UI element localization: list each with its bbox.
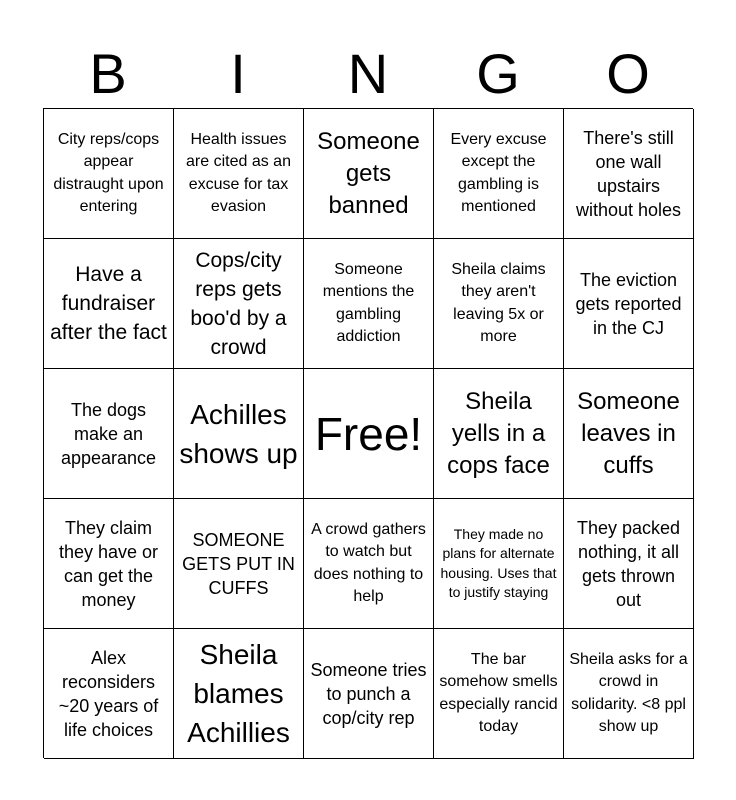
bingo-cell[interactable] xyxy=(44,629,174,759)
bingo-header xyxy=(43,40,693,108)
bingo-cell[interactable] xyxy=(174,239,304,369)
cell-text: Every excuse except the gambling is mentioned xyxy=(450,130,547,215)
bingo-cell[interactable] xyxy=(304,239,434,369)
free-space-label: Free! xyxy=(314,407,423,460)
cell-text: Sheila yells in a cops face xyxy=(447,387,550,479)
cell-text: Achilles shows up xyxy=(179,398,298,469)
bingo-cell[interactable] xyxy=(434,629,564,759)
header-letter-g: G xyxy=(476,42,520,105)
bingo-cell[interactable] xyxy=(304,109,434,239)
header-letter-o: O xyxy=(606,42,650,105)
header-letter-n: N xyxy=(347,42,389,105)
bingo-cell[interactable] xyxy=(304,629,434,759)
cell-text: The dogs make an appearance xyxy=(60,399,157,468)
cell-text: Health issues are cited as an excuse for tax evasion xyxy=(186,130,291,215)
cell-text: A crowd gathers to watch but does nothing to help xyxy=(311,520,426,605)
bingo-cell[interactable] xyxy=(174,369,304,499)
bingo-cell[interactable] xyxy=(564,109,694,239)
bingo-grid xyxy=(43,108,693,758)
cell-text: SOMEONE GETS PUT IN CUFFS xyxy=(182,529,295,598)
cell-text: Cops/city reps gets boo'd by a crowd xyxy=(190,248,287,359)
header-letter-i: I xyxy=(230,42,246,105)
bingo-cell[interactable] xyxy=(434,369,564,499)
bingo-cell[interactable] xyxy=(44,239,174,369)
cell-text: Someone mentions the gambling addiction xyxy=(322,260,415,345)
bingo-cell[interactable] xyxy=(174,109,304,239)
bingo-cell[interactable] xyxy=(564,629,694,759)
cell-text: Have a fundraiser after the fact xyxy=(50,263,167,344)
bingo-cell[interactable] xyxy=(174,629,304,759)
header-letter-b: B xyxy=(89,42,127,105)
cell-text: Alex reconsiders ~20 years of life choices xyxy=(58,647,159,740)
cell-text: Sheila blames Achillies xyxy=(187,639,290,748)
cell-text: Sheila asks for a crowd in solidarity. <8 ppl show up xyxy=(569,650,688,735)
cell-text: They claim they have or can get the money xyxy=(58,517,159,610)
bingo-cell[interactable] xyxy=(434,499,564,629)
cell-text: There's still one wall upstairs without holes xyxy=(575,127,682,220)
bingo-cell[interactable] xyxy=(564,239,694,369)
bingo-cell[interactable] xyxy=(434,109,564,239)
bingo-cell[interactable] xyxy=(44,109,174,239)
bingo-free-space[interactable] xyxy=(304,369,434,499)
cell-text: They packed nothing, it all gets thrown out xyxy=(576,517,681,610)
cell-text: Someone gets banned xyxy=(317,127,420,219)
cell-text: Someone tries to punch a cop/city rep xyxy=(310,659,427,728)
cell-text: Sheila claims they aren't leaving 5x or more xyxy=(451,260,546,345)
bingo-cell[interactable] xyxy=(564,369,694,499)
bingo-cell[interactable] xyxy=(174,499,304,629)
bingo-cell[interactable] xyxy=(44,499,174,629)
bingo-cell[interactable] xyxy=(564,499,694,629)
bingo-cell[interactable] xyxy=(434,239,564,369)
cell-text: The bar somehow smells especially rancid today xyxy=(439,650,558,735)
cell-text: City reps/cops appear distraught upon entering xyxy=(53,130,164,215)
cell-text: Someone leaves in cuffs xyxy=(577,387,680,479)
bingo-cell[interactable] xyxy=(304,499,434,629)
bingo-cell[interactable] xyxy=(44,369,174,499)
cell-text: The eviction gets reported in the CJ xyxy=(575,269,682,338)
cell-text: They made no plans for alternate housing. Uses that to justify staying xyxy=(440,525,557,600)
